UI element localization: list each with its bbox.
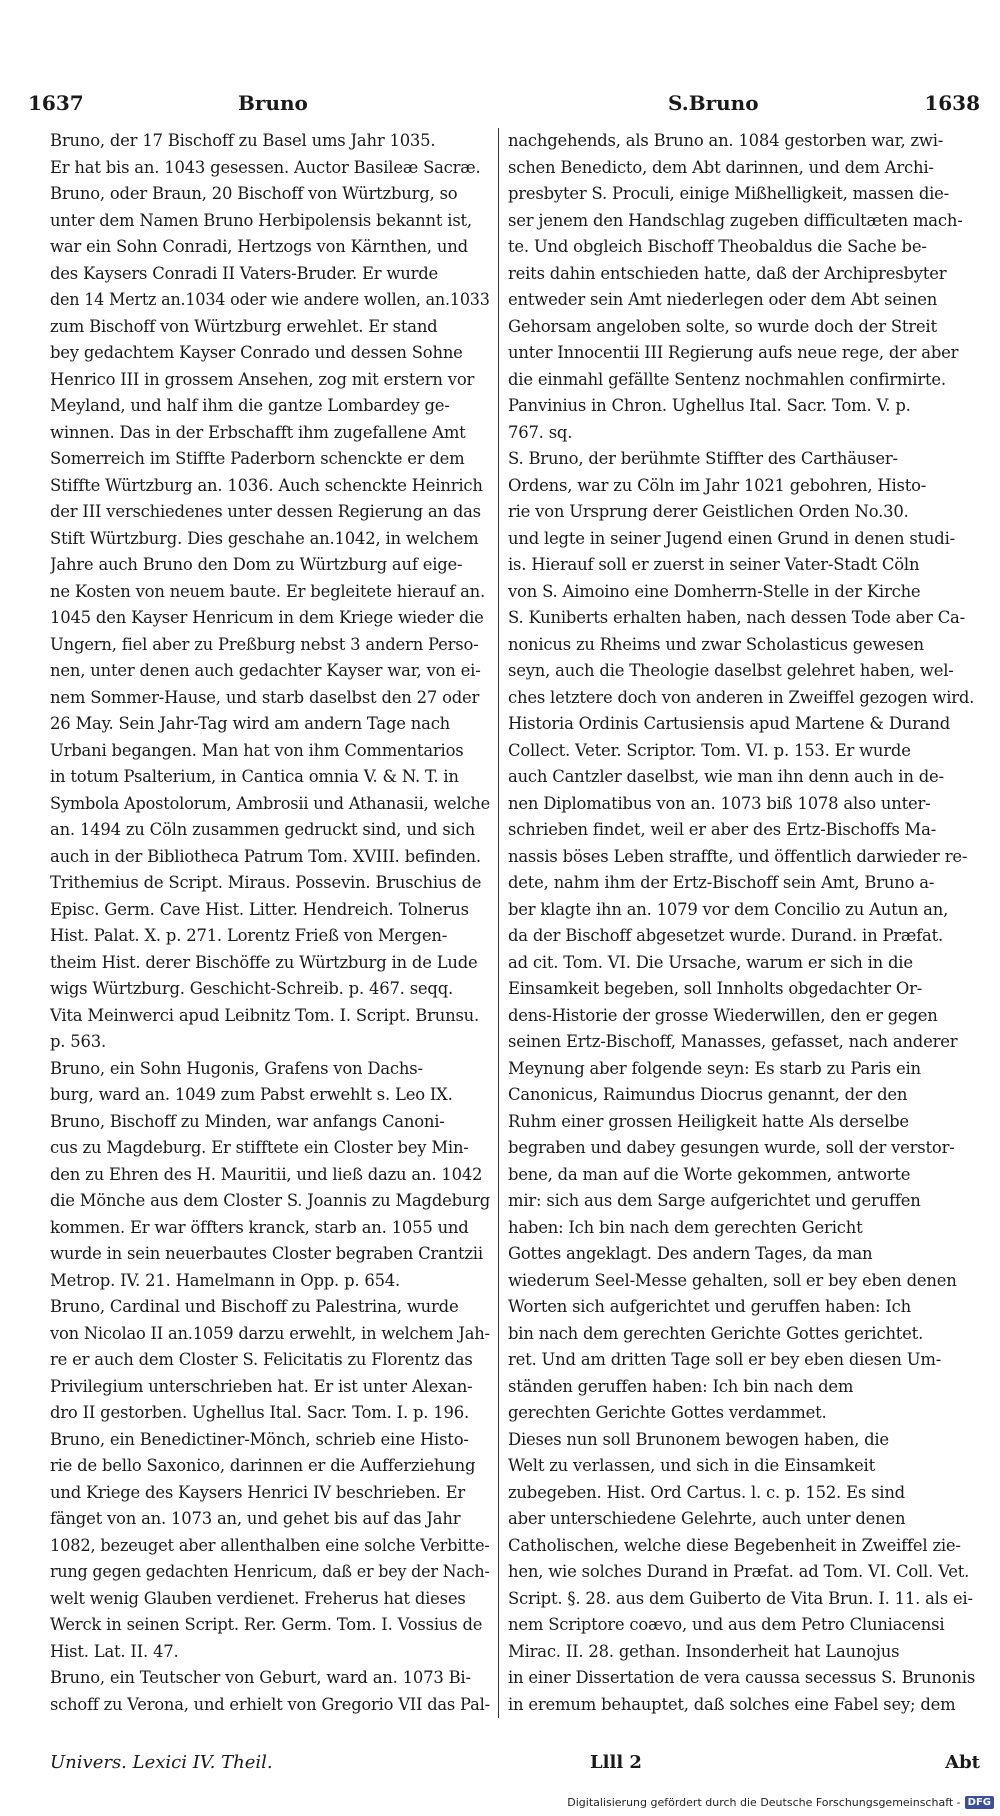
text-line: ad cit. Tom. VI. Die Ursache, warum er sich in die bbox=[508, 952, 913, 972]
text-line: bin nach dem gerechten Gerichte Gottes gerichtet. bbox=[508, 1323, 924, 1343]
text-line: 1045 den Kayser Henricum in dem Kriege wieder die bbox=[50, 608, 484, 627]
text-line: rie von Ursprung derer Geistlichen Orden No.30. bbox=[508, 502, 909, 521]
text-line: Er hat bis an. 1043 gesessen. Auctor Basileæ Sacræ. bbox=[50, 157, 481, 177]
text-line: Einsamkeit begeben, soll Innholts obgedachter Or- bbox=[508, 979, 923, 998]
text-line: is. Hierauf soll er zuerst in seiner Vater-Stadt Cöln bbox=[508, 555, 920, 574]
text-line: Jahre auch Bruno den Dom zu Würtzburg auf eige- bbox=[50, 555, 463, 574]
text-line: Symbola Apostolorum, Ambrosii und Athanasii, welche bbox=[50, 793, 490, 813]
text-line: ser jenem den Handschlag zugeben difficultæten mach- bbox=[508, 210, 963, 230]
text-line: Bruno, ein Sohn Hugonis, Grafens von Dachs- bbox=[50, 1058, 423, 1078]
text-line: Werck in seinen Script. Rer. Germ. Tom. I. Vossius de bbox=[50, 1615, 483, 1634]
text-line: Hist. Palat. X. p. 271. Lorentz Frieß von Mergen- bbox=[50, 926, 448, 945]
page-footer bbox=[50, 1750, 980, 1780]
text-line: Privilegium unterschrieben hat. Er ist unter Alexan- bbox=[50, 1376, 473, 1396]
text-line: 1082, bezeuget aber allenthalben eine solche Verbitte- bbox=[50, 1535, 490, 1555]
text-line: dete, nahm ihm der Ertz-Bischoff sein Amt, Bruno a- bbox=[508, 873, 935, 892]
footer-catchword-right: Abt bbox=[945, 1752, 980, 1773]
text-line: Metrop. IV. 21. Hamelmann in Opp. p. 654. bbox=[50, 1270, 401, 1290]
text-line: war ein Sohn Conradi, Hertzogs von Kärnthen, und bbox=[50, 237, 468, 256]
credit-text: Digitalisierung gefördert durch die Deutsche Forschungsgemeinschaft - bbox=[567, 1795, 961, 1809]
text-line: reits dahin entschieden hatte, daß der Archipresbyter bbox=[508, 263, 947, 283]
text-line: zum Bischoff von Würtzburg erwehlet. Er stand bbox=[50, 316, 438, 336]
text-line: Bruno, Cardinal und Bischoff zu Palestrina, wurde bbox=[50, 1297, 459, 1316]
text-line: nen Diplomatibus von an. 1073 biß 1078 also unter- bbox=[508, 793, 931, 813]
left-page-number: 1637 bbox=[28, 91, 84, 115]
text-line: mir: sich aus dem Sarge aufgerichtet und geruffen bbox=[508, 1191, 921, 1210]
column-divider bbox=[498, 128, 499, 1718]
text-line: Somerreich im Stiffte Paderborn schenckte er dem bbox=[50, 449, 465, 468]
text-line: Ungern, fiel aber zu Preßburg nebst 3 andern Perso- bbox=[50, 634, 479, 654]
text-line: presbyter S. Proculi, einige Mißhelligkeit, massen die- bbox=[508, 184, 950, 203]
text-line: des Kaysers Conradi II Vaters-Bruder. Er wurde bbox=[50, 263, 439, 283]
text-line: nachgehends, als Bruno an. 1084 gestorben war, zwi- bbox=[508, 131, 944, 150]
text-line: wigs Würtzburg. Geschicht-Schreib. p. 467. seqq. bbox=[50, 979, 453, 998]
text-line: Welt zu verlassen, und sich in die Einsamkeit bbox=[508, 1456, 875, 1475]
text-line: bene, da man auf die Worte gekommen, antworte bbox=[508, 1164, 911, 1184]
text-line: te. Und obgleich Bischoff Theobaldus die Sache be- bbox=[508, 237, 927, 256]
text-line: bey gedachtem Kayser Conrado und dessen Sohne bbox=[50, 343, 463, 362]
text-line: seinen Ertz-Bischoff, Manasses, gefasset, nach anderer bbox=[508, 1032, 958, 1051]
text-line: auch Cantzler daselbst, wie man ihn denn auch in de- bbox=[508, 767, 944, 786]
dfg-logo: DFG bbox=[965, 1796, 994, 1809]
text-line: den 14 Mertz an.1034 oder wie andere wollen, an.1033 bbox=[50, 290, 490, 309]
text-line: re er auch dem Closter S. Felicitatis zu Florentz das bbox=[50, 1350, 473, 1369]
text-line: Panvinius in Chron. Ughellus Ital. Sacr. Tom. V. p. bbox=[508, 396, 911, 415]
text-line: ber klagte ihn an. 1079 vor dem Concilio zu Autun an, bbox=[508, 899, 949, 919]
text-line: Bruno, der 17 Bischoff zu Basel ums Jahr 1035. bbox=[50, 131, 436, 150]
text-line: dro II gestorben. Ughellus Ital. Sacr. Tom. I. p. 196. bbox=[50, 1403, 469, 1422]
text-line: Gehorsam angeloben solte, so wurde doch der Streit bbox=[508, 316, 937, 336]
signature-mark: Llll 2 bbox=[590, 1752, 642, 1773]
text-line: Trithemius de Script. Miraus. Possevin. Bruschius de bbox=[50, 873, 482, 892]
text-line: zubegeben. Hist. Ord Cartus. l. c. p. 152. Es sind bbox=[508, 1482, 905, 1502]
text-line: Worten sich aufgerichtet und geruffen haben: Ich bbox=[508, 1297, 911, 1316]
text-line: Ruhm einer grossen Heiligkeit hatte Als derselbe bbox=[508, 1111, 909, 1131]
text-line: Canonicus, Raimundus Diocrus genannt, der den bbox=[508, 1085, 908, 1104]
text-line: Gottes angeklagt. Des andern Tages, da man bbox=[508, 1244, 873, 1263]
text-line: Historia Ordinis Cartusiensis apud Martene & Durand bbox=[508, 714, 950, 733]
text-line: nem Sommer-Hause, und starb daselbst den 27 oder bbox=[50, 687, 480, 707]
text-line: Script. §. 28. aus dem Guiberto de Vita Brun. I. 11. als ei- bbox=[508, 1588, 973, 1608]
text-line: Meyland, und half ihm die gantze Lombardey ge- bbox=[50, 396, 450, 415]
text-line: Collect. Veter. Scriptor. Tom. VI. p. 153. Er wurde bbox=[508, 740, 911, 760]
text-line: S. Bruno, der berühmte Stiffter des Carthäuser- bbox=[508, 449, 898, 468]
text-line: Ordens, war zu Cöln im Jahr 1021 gebohren, Histo- bbox=[508, 475, 927, 495]
text-line: ret. Und am dritten Tage soll er bey eben diesen Um- bbox=[508, 1350, 942, 1369]
text-line: ständen geruffen haben: Ich bin nach dem bbox=[508, 1376, 854, 1396]
text-line: begraben und dabey gesungen wurde, soll der verstor- bbox=[508, 1138, 955, 1157]
text-line: wiederum Seel-Messe gehalten, soll er bey eben denen bbox=[508, 1270, 957, 1290]
footer-catchword-left: Univers. Lexici IV. Theil. bbox=[50, 1752, 273, 1773]
text-line: unter dem Namen Bruno Herbipolensis bekannt ist, bbox=[50, 210, 472, 230]
text-line: dens-Historie der grosse Wiederwillen, den er gegen bbox=[508, 1005, 938, 1025]
text-line: unter Innocentii III Regierung aufs neue rege, der aber bbox=[508, 343, 959, 362]
right-page-number: 1638 bbox=[924, 91, 980, 115]
text-line: seyn, auch die Theologie daselbst gelehret haben, wel- bbox=[508, 661, 954, 680]
text-line: wurde in sein neuerbautes Closter begraben Crantzii bbox=[50, 1244, 483, 1263]
text-line: Bruno, oder Braun, 20 Bischoff von Würtzburg, so bbox=[50, 184, 458, 203]
left-running-title: Bruno bbox=[238, 91, 308, 115]
text-line: Stift Würtzburg. Dies geschahe an.1042, in welchem bbox=[50, 528, 479, 548]
text-line: Urbani begangen. Man hat von ihm Commentarios bbox=[50, 740, 464, 760]
text-line: Bruno, Bischoff zu Minden, war anfangs Canoni- bbox=[50, 1111, 445, 1131]
text-line: die einmahl gefällte Sentenz nochmahlen confirmirte. bbox=[508, 369, 946, 389]
text-line: schrieben findet, weil er aber des Ertz-Bischoffs Ma- bbox=[508, 820, 937, 839]
page-header bbox=[28, 88, 980, 118]
text-line: nassis böses Leben straffte, und öffentlich darwieder re- bbox=[508, 846, 968, 866]
text-line: nen, unter denen auch gedachter Kayser war, von ei- bbox=[50, 661, 481, 680]
text-line: gerechten Gerichte Gottes verdammet. bbox=[508, 1403, 827, 1422]
text-line: Dieses nun soll Brunonem bewogen haben, die bbox=[508, 1429, 889, 1449]
text-line: 26 May. Sein Jahr-Tag wird am andern Tage nach bbox=[50, 714, 451, 733]
text-line: ches letztere doch von anderen in Zweiffel gezogen wird. bbox=[508, 687, 975, 707]
text-line: nonicus zu Rheims und zwar Scholasticus gewesen bbox=[508, 634, 924, 654]
text-line: schoff zu Verona, und erhielt von Gregorio VII das Pal- bbox=[50, 1694, 490, 1714]
left-text-column bbox=[50, 128, 490, 1716]
right-running-title: S.Bruno bbox=[668, 91, 759, 115]
text-line: Catholischen, welche diese Begebenheit in Zweiffel zie- bbox=[508, 1535, 961, 1555]
text-line: Vita Meinwerci apud Leibnitz Tom. I. Script. Brunsu. bbox=[50, 1005, 480, 1025]
text-line: rie de bello Saxonico, darinnen er die Aufferziehung bbox=[50, 1456, 476, 1475]
text-line: von Nicolao II an.1059 darzu erwehlt, in welchem Jah- bbox=[50, 1323, 490, 1343]
text-line: Meynung aber folgende seyn: Es starb zu Paris ein bbox=[508, 1058, 921, 1078]
text-line: ne Kosten von neuem baute. Er begleitete hierauf an. bbox=[50, 581, 486, 601]
text-line: und legte in seiner Jugend einen Grund in denen studi- bbox=[508, 528, 955, 548]
text-line: kommen. Er war öffters kranck, starb an. 1055 und bbox=[50, 1217, 469, 1237]
text-line: aber unterschiedene Gelehrte, auch unter denen bbox=[508, 1509, 906, 1528]
text-line: winnen. Das in der Erbschafft ihm zugefallene Amt bbox=[50, 422, 466, 442]
text-line: 767. sq. bbox=[508, 422, 573, 442]
text-line: entweder sein Amt niederlegen oder dem Abt seinen bbox=[508, 290, 938, 309]
text-line: hen, wie solches Durand in Præfat. ad Tom. VI. Coll. Vet. bbox=[508, 1562, 970, 1581]
text-line: in einer Dissertation de vera caussa secessus S. Brunonis bbox=[508, 1668, 976, 1687]
text-line: auch in der Bibliotheca Patrum Tom. XVIII. befinden. bbox=[50, 846, 481, 866]
text-line: Stiffte Würtzburg an. 1036. Auch schenckte Heinrich bbox=[50, 475, 483, 495]
text-line: S. Kuniberts erhalten haben, nach dessen Tode aber Ca- bbox=[508, 608, 965, 627]
text-line: Episc. Germ. Cave Hist. Litter. Hendreich. Tolnerus bbox=[50, 899, 469, 919]
text-line: p. 563. bbox=[50, 1032, 107, 1051]
text-line: die Mönche aus dem Closter S. Joannis zu Magdeburg bbox=[50, 1191, 490, 1210]
text-line: in eremum behauptet, daß solches eine Fabel sey; dem bbox=[508, 1694, 956, 1714]
text-line: und Kriege des Kaysers Henrici IV beschrieben. Er bbox=[50, 1482, 465, 1502]
text-line: in totum Psalterium, in Cantica omnia V. & N. T. in bbox=[50, 767, 459, 786]
text-line: da der Bischoff abgesetzet wurde. Durand. in Præfat. bbox=[508, 926, 943, 945]
text-line: burg, ward an. 1049 zum Pabst erwehlt s. Leo IX. bbox=[50, 1085, 453, 1104]
text-line: Hist. Lat. II. 47. bbox=[50, 1641, 179, 1661]
text-line: haben: Ich bin nach dem gerechten Gericht bbox=[508, 1217, 863, 1237]
text-line: den zu Ehren des H. Mauritii, und ließ dazu an. 1042 bbox=[50, 1164, 483, 1184]
text-line: cus zu Magdeburg. Er stifftete ein Closter bey Min- bbox=[50, 1138, 469, 1157]
text-line: Henrico III in grossem Ansehen, zog mit erstern vor bbox=[50, 369, 475, 389]
text-line: welt wenig Glauben verdienet. Freherus hat dieses bbox=[50, 1588, 466, 1608]
right-text-column bbox=[508, 128, 980, 1716]
text-line: fänget von an. 1073 an, und gehet bis auf das Jahr bbox=[50, 1509, 461, 1528]
text-line: Bruno, ein Benedictiner-Mönch, schrieb eine Histo- bbox=[50, 1429, 469, 1449]
text-line: Mirac. II. 28. gethan. Insonderheit hat Launojus bbox=[508, 1641, 900, 1661]
text-line: schen Benedicto, dem Abt darinnen, und dem Archi- bbox=[508, 157, 934, 177]
text-line: Bruno, ein Teutscher von Geburt, ward an. 1073 Bi- bbox=[50, 1668, 471, 1687]
text-line: theim Hist. derer Bischöffe zu Würtzburg in de Lude bbox=[50, 952, 478, 972]
digitization-credit bbox=[567, 1793, 994, 1811]
text-line: von S. Aimoino eine Domherrn-Stelle in der Kirche bbox=[508, 581, 921, 601]
text-line: der III verschiedenes unter dessen Regierung an das bbox=[50, 502, 481, 521]
text-line: nem Scriptore coævo, und aus dem Petro Cluniacensi bbox=[508, 1615, 945, 1634]
text-line: an. 1494 zu Cöln zusammen gedruckt sind, und sich bbox=[50, 820, 475, 839]
text-line: rung gegen gedachten Henricum, daß er bey der Nach- bbox=[50, 1562, 490, 1581]
